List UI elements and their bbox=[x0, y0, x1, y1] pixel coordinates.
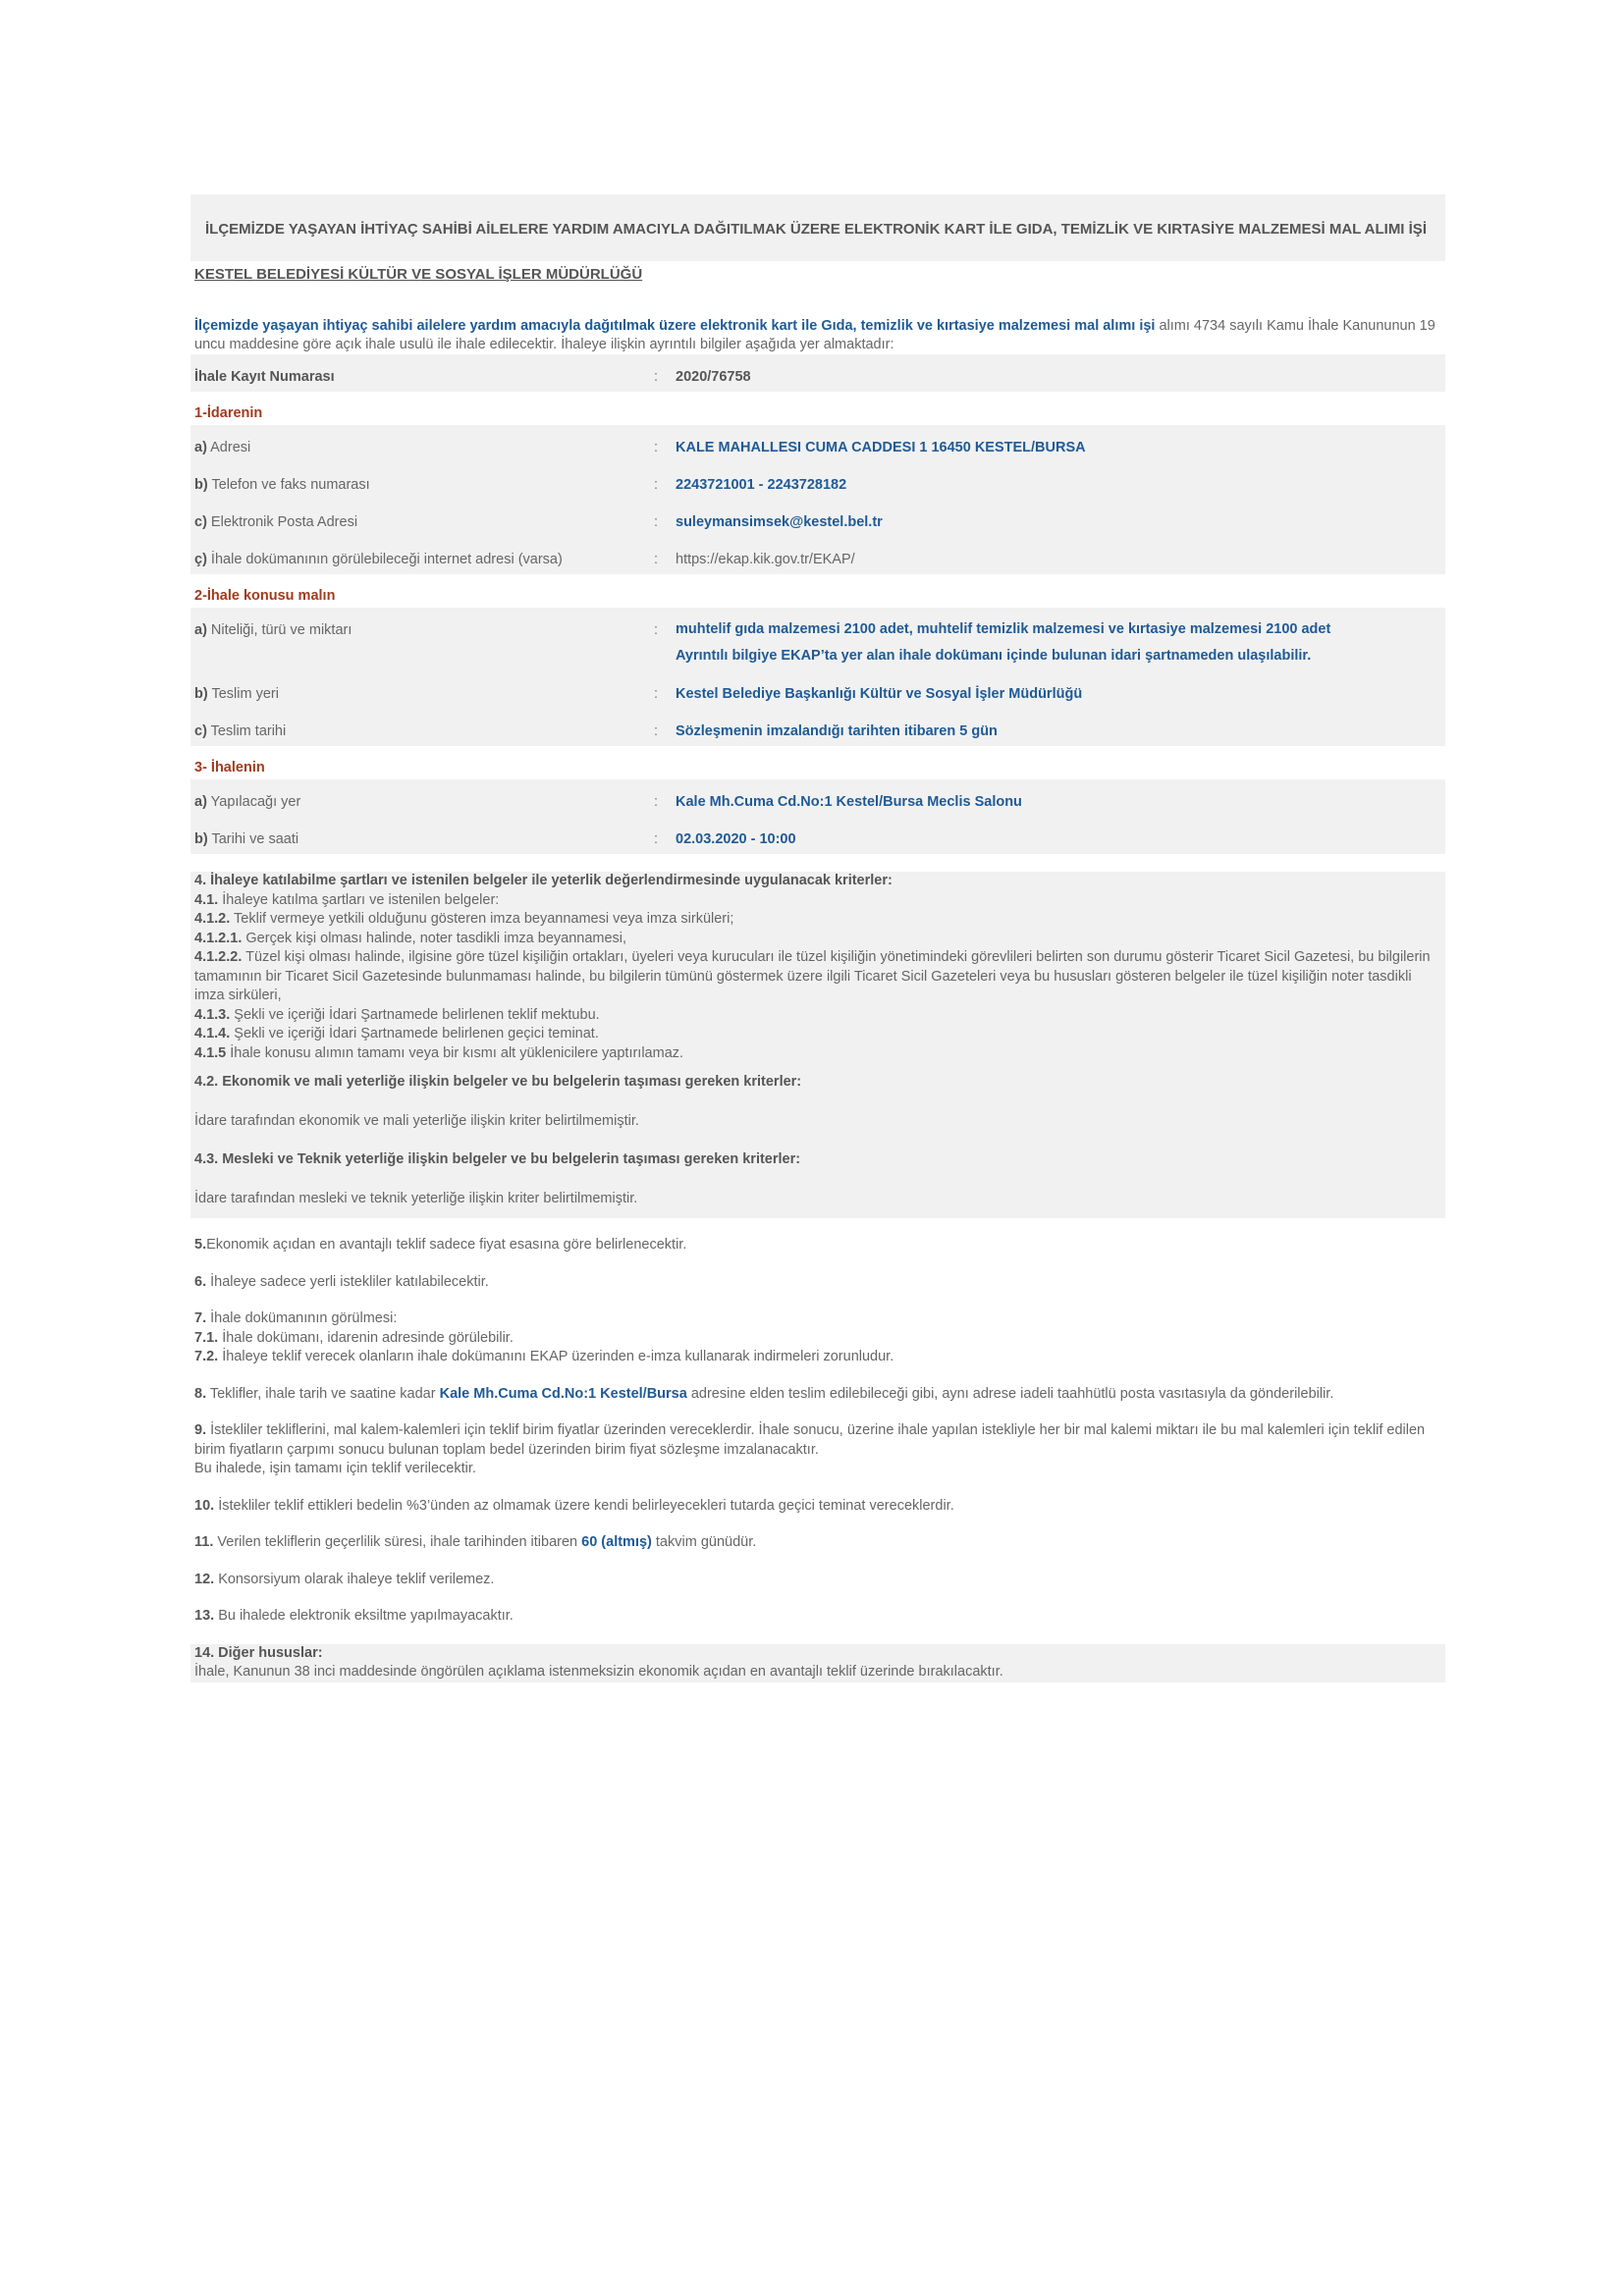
mal-row: c) Teslim tarihi : Sözleşmenin imzalandığı tarihten itibaren 5 gün bbox=[190, 709, 1445, 746]
criteria-item bbox=[194, 1006, 1441, 1026]
idare-table bbox=[190, 425, 1445, 574]
criteria-item bbox=[194, 1025, 1441, 1044]
ihale-row: a) Yapılacağı yer : Kale Mh.Cuma Cd.No:1 Kestel/Bursa Meclis Salonu bbox=[190, 779, 1445, 817]
criteria-num: 4.1.5 bbox=[194, 1044, 227, 1061]
clause-13 bbox=[194, 1607, 1441, 1627]
row-label: Elektronik Posta Adresi bbox=[206, 514, 358, 530]
registry-label: İhale Kayıt Numarası bbox=[194, 369, 335, 385]
clause-text: takvim günüdür. bbox=[651, 1534, 757, 1550]
row-label: İhale dokümanının görülebileceği internet adresi (varsa) bbox=[206, 552, 563, 567]
section-mal-heading: 2-İhale konusu malın bbox=[190, 574, 1445, 608]
idare-phone: 2243721001 - 2243728182 bbox=[676, 477, 847, 493]
clause-7-2 bbox=[194, 1348, 1441, 1367]
row-key: a) bbox=[194, 794, 207, 810]
economic-heading: 4.2. Ekonomik ve mali yeterliğe ilişkin belgeler ve bu belgelerin taşıması gereken kriterler: bbox=[194, 1074, 802, 1090]
mal-delivery-date: Sözleşmenin imzalandığı tarihten itibaren 5 gün bbox=[676, 723, 998, 739]
row-key: b) bbox=[194, 477, 208, 493]
clause-num: 7.2. bbox=[194, 1349, 219, 1364]
criteria-item bbox=[194, 948, 1441, 1006]
clause-text: İhaleye teklif verecek olanların ihale dokümanını EKAP üzerinden e-imza kullanarak indirmeleri zorunludur. bbox=[218, 1349, 894, 1364]
clause-5 bbox=[194, 1236, 1441, 1255]
document-title: İLÇEMİZDE YAŞAYAN İHTİYAÇ SAHİBİ AİLELERE YARDIM AMACIYLA DAĞITILMAK ÜZERE ELEKTRONİK KART İLE GIDA, TEMİZLİK VE KIRTASİYE MALZEMESİ MAL ALIMI İŞİ bbox=[190, 194, 1445, 261]
criteria-item bbox=[194, 1044, 1441, 1064]
idare-email-link[interactable]: suleymansimsek@kestel.bel.tr bbox=[676, 514, 883, 530]
section-ihale-heading: 3- İhalenin bbox=[190, 746, 1445, 779]
criteria-num: 4.1.4. bbox=[194, 1026, 231, 1041]
clause-num: 8. bbox=[194, 1385, 207, 1402]
clause-num: 13. bbox=[194, 1608, 215, 1624]
idare-row: ç) İhale dokümanının görülebileceği internet adresi (varsa) : https://ekap.kik.gov.tr/EKAP/ bbox=[190, 537, 1445, 574]
ihale-table bbox=[190, 779, 1445, 854]
clause-8 bbox=[194, 1385, 1441, 1405]
criteria-text: İhale konusu alımın tamamı veya bir kısmı alt yüklenicilere yaptırılamaz. bbox=[226, 1044, 684, 1061]
mal-details: Ayrıntılı bilgiye EKAP’ta yer alan ihale dokümanı içinde bulunan idari şartnameden ulaşılabilir. bbox=[676, 648, 1312, 664]
criteria-text: Şekli ve içeriği İdari Şartnamede belirlenen teklif mektubu. bbox=[230, 1006, 600, 1023]
criteria-num: 4.1.3. bbox=[194, 1006, 231, 1023]
clause-num: 6. bbox=[194, 1273, 207, 1290]
document-subtitle: KESTEL BELEDİYESİ KÜLTÜR VE SOSYAL İŞLER MÜDÜRLÜĞÜ bbox=[194, 266, 643, 283]
row-label: Adresi bbox=[206, 440, 251, 455]
idare-website-link[interactable]: https://ekap.kik.gov.tr/EKAP/ bbox=[676, 552, 855, 567]
clause-text: İhale dokümanı, idarenin adresinde görülebilir. bbox=[218, 1329, 514, 1346]
clause-text: adresine elden teslim edilebileceği gibi, aynı adrese iadeli taahhütlü posta vasıtasıyla da gönderilebilir. bbox=[686, 1385, 1334, 1402]
row-key: b) bbox=[194, 686, 208, 702]
criteria-num: 4.1.2.1. bbox=[194, 930, 243, 946]
clause-14-heading: 14. Diğer hususlar: bbox=[194, 1644, 323, 1661]
clause-12 bbox=[194, 1571, 1441, 1590]
idare-row: b) Telefon ve faks numarası : 2243721001 - 2243728182 bbox=[190, 462, 1445, 500]
clause-num: 5. bbox=[194, 1237, 207, 1253]
criteria-item bbox=[194, 891, 1441, 911]
criteria-item bbox=[194, 930, 1441, 949]
clause-text: İstekliler tekliflerini, mal kalem-kalemleri için teklif birim fiyatlar üzerinden vereceklerdir. İhale sonucu, üzerine ihale yapılan istekliyle her bir mal kalemi miktarı ile bu mal kalemleri için teklif edilen birim fiyatların çarpımı sonucu bulunan toplam bedel üzerinden birim fiyat sözleşme imzalanacaktır. bbox=[194, 1422, 1426, 1458]
intro-paragraph bbox=[190, 288, 1445, 354]
clause-highlight: Kale Mh.Cuma Cd.No:1 Kestel/Bursa bbox=[439, 1385, 687, 1402]
clause-7-1 bbox=[194, 1329, 1441, 1349]
economic-text: İdare tarafından ekonomik ve mali yeterliğe ilişkin kriter belirtilmemiştir. bbox=[194, 1112, 639, 1129]
clause-text: İhale dokümanının görülmesi: bbox=[206, 1310, 398, 1326]
criteria-heading: 4. İhaleye katılabilme şartları ve istenilen belgeler ile yeterlik değerlendirmesinde uygulanacak kriterler: bbox=[194, 873, 893, 888]
clause-text: Bu ihalede elektronik eksiltme yapılmayacaktır. bbox=[214, 1608, 514, 1624]
clause-text: İstekliler teklif ettikleri bedelin %3’ünden az olmamak üzere kendi belirleyecekleri tutarda geçici teminat vereceklerdir. bbox=[214, 1497, 954, 1514]
clause-6 bbox=[194, 1273, 1441, 1293]
clause-text: Konsorsiyum olarak ihaleye teklif verilemez. bbox=[214, 1571, 495, 1587]
row-key: a) bbox=[194, 440, 207, 455]
ihale-place: Kale Mh.Cuma Cd.No:1 Kestel/Bursa Meclis Salonu bbox=[676, 794, 1022, 810]
intro-highlight: İlçemizde yaşayan ihtiyaç sahibi ailelere yardım amacıyla dağıtılmak üzere elektronik kart ile Gıda, temizlik ve kırtasiye malzemesi mal alımı işi bbox=[194, 318, 1156, 334]
clause-text: Teklifler, ihale tarih ve saatine kadar bbox=[206, 1385, 440, 1402]
mal-row: b) Teslim yeri : Kestel Belediye Başkanlığı Kültür ve Sosyal İşler Müdürlüğü bbox=[190, 671, 1445, 709]
clauses-block bbox=[190, 1218, 1445, 1682]
mal-quantity: muhtelif gıda malzemesi 2100 adet, muhtelif temizlik malzemesi ve kırtasiye malzemesi 2100 adet bbox=[676, 621, 1331, 637]
clause-num: 7.1. bbox=[194, 1329, 219, 1346]
ihale-datetime: 02.03.2020 - 10:00 bbox=[676, 831, 796, 847]
clause-num: 10. bbox=[194, 1497, 215, 1514]
intro-rest: alımı 4734 sayılı Kamu İhale Kanununun 19 uncu maddesine göre açık ihale usulü ile ihale edilecektir. İhaleye ilişkin ayrıntılı bilgiler aşağıda yer almaktadır: bbox=[194, 318, 1435, 352]
criteria-num: 4.1.2.2. bbox=[194, 949, 243, 965]
technical-heading: 4.3. Mesleki ve Teknik yeterliğe ilişkin belgeler ve bu belgelerin taşıması gereken kriterler: bbox=[194, 1151, 801, 1167]
clause-11 bbox=[194, 1533, 1441, 1553]
clause-num: 9. bbox=[194, 1422, 207, 1438]
row-label: Teslim yeri bbox=[207, 686, 279, 702]
clause-text: Ekonomik açıdan en avantajlı teklif sadece fiyat esasına göre belirlenecektir. bbox=[206, 1237, 687, 1253]
clause-10 bbox=[194, 1497, 1441, 1517]
criteria-text: İhaleye katılma şartları ve istenilen belgeler: bbox=[218, 891, 500, 908]
clause-14-text: İhale, Kanunun 38 inci maddesinde öngörülen açıklama istenmeksizin ekonomik açıdan en avantajlı teklif üzerinde bırakılacaktır. bbox=[194, 1664, 1003, 1680]
registry-value: 2020/76758 bbox=[676, 369, 751, 385]
row-key: a) bbox=[194, 622, 207, 638]
idare-row: c) Elektronik Posta Adresi : suleymansimsek@kestel.bel.tr bbox=[190, 500, 1445, 537]
criteria-text: Gerçek kişi olması halinde, noter tasdikli imza beyannamesi, bbox=[242, 930, 627, 946]
row-key: c) bbox=[194, 514, 207, 530]
ihale-row: b) Tarihi ve saati : 02.03.2020 - 10:00 bbox=[190, 817, 1445, 854]
criteria-text: Tüzel kişi olması halinde, ilgisine göre tüzel kişiliğin ortakları, üyeleri veya kurucuları ile tüzel kişiliğin yönetimindeki görevlileri belirten son durumu gösterir Ticaret Sicil Gazetesi, bu bilgilerin tamamının bir Ticaret Sicil Gazetesinde bulunmaması halinde, bu bilgilerin tümünü göstermek üzere ilgili Ticaret Sicil Gazeteleri veya bu hususları gösteren belgeler ile tüzel kişiliğin noter tasdikli imza sirküleri, bbox=[194, 949, 1431, 1003]
row-key: c) bbox=[194, 723, 207, 739]
row-label: Telefon ve faks numarası bbox=[207, 477, 370, 493]
clause-7 bbox=[194, 1309, 1441, 1329]
row-label: Teslim tarihi bbox=[206, 723, 287, 739]
row-label: Niteliği, türü ve miktarı bbox=[206, 622, 352, 638]
clause-highlight: 60 (altmış) bbox=[581, 1534, 652, 1550]
criteria-num: 4.1. bbox=[194, 891, 219, 908]
idare-address: KALE MAHALLESI CUMA CADDESI 1 16450 KESTEL/BURSA bbox=[676, 440, 1086, 455]
clause-num: 7. bbox=[194, 1310, 207, 1326]
section-idare-heading: 1-İdarenin bbox=[190, 392, 1445, 425]
document bbox=[190, 194, 1445, 1682]
row-label: Tarihi ve saati bbox=[207, 831, 299, 847]
row-key: b) bbox=[194, 831, 208, 847]
mal-table bbox=[190, 608, 1445, 746]
idare-row: a) Adresi : KALE MAHALLESI CUMA CADDESI 1 16450 KESTEL/BURSA bbox=[190, 425, 1445, 462]
criteria-num: 4.1.2. bbox=[194, 911, 231, 927]
criteria-block bbox=[190, 872, 1445, 1218]
criteria-text: Şekli ve içeriği İdari Şartnamede belirlenen geçici teminat. bbox=[230, 1026, 599, 1041]
clause-num: 12. bbox=[194, 1571, 215, 1587]
row-key: ç) bbox=[194, 552, 207, 567]
mal-row: a) Niteliği, türü ve miktarı : muhtelif gıda malzemesi 2100 adet, muhtelif temizlik malzemesi ve kırtasiye malzemesi 2100 adet Ayrıntılı bilgiye EKAP’ta yer alan ihale dokümanı içinde bulunan idari şartnameden ulaşılabilir. bbox=[190, 608, 1445, 671]
clause-text: İhaleye sadece yerli istekliler katılabilecektir. bbox=[206, 1273, 489, 1290]
clause-9-note: Bu ihalede, işin tamamı için teklif verilecektir. bbox=[194, 1461, 476, 1476]
registry-table: İhale Kayıt Numarası : 2020/76758 bbox=[190, 354, 1445, 392]
clause-text: Verilen tekliflerin geçerlilik süresi, ihale tarihinden itibaren bbox=[213, 1534, 582, 1550]
clause-9 bbox=[194, 1421, 1441, 1460]
criteria-text: Teklif vermeye yetkili olduğunu gösteren imza beyannamesi veya imza sirküleri; bbox=[230, 911, 734, 927]
technical-text: İdare tarafından mesleki ve teknik yeterliğe ilişkin kriter belirtilmemiştir. bbox=[194, 1190, 638, 1206]
criteria-item bbox=[194, 910, 1441, 930]
clause-num: 11. bbox=[194, 1534, 214, 1550]
mal-delivery-place: Kestel Belediye Başkanlığı Kültür ve Sosyal İşler Müdürlüğü bbox=[676, 686, 1083, 702]
row-label: Yapılacağı yer bbox=[206, 794, 301, 810]
